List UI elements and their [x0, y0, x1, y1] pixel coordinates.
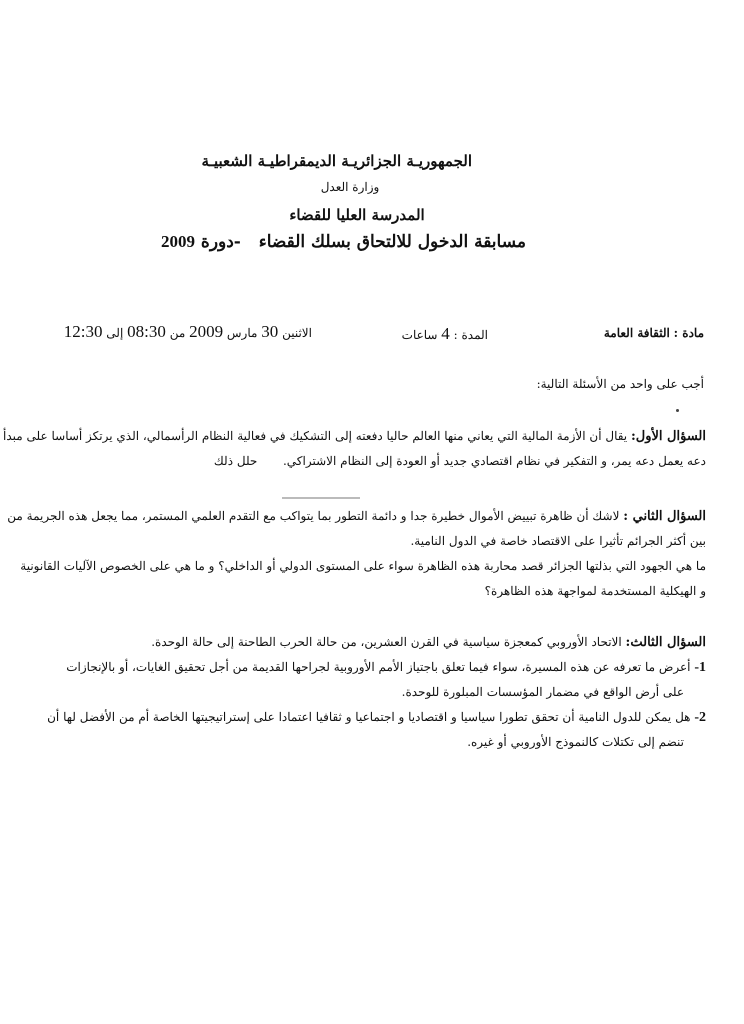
instruction: أجب على واحد من الأسئلة التالية: [536, 377, 704, 391]
school-heading: المدرسة العليا للقضاء [289, 206, 425, 224]
question-3-item-1 [36, 655, 706, 680]
question-1 [3, 424, 706, 474]
question-2-text-3: ما هي الجهود التي بذلتها الجزائر قصد محاربة هذه الظاهرة سواء على المستوى الدولي أو الداخلي؟ و ما هي على الخصوص الآليات القانونية [20, 559, 706, 573]
session-label: -دورة [200, 232, 241, 252]
question-3-item-2-text-2: تنضم إلى تكتلات كالنموذج الأوروبي أو غيره. [467, 735, 684, 749]
session-year: 2009 [160, 232, 195, 251]
question-1-line-1 [3, 424, 706, 449]
question-3-item-1-text-2: على أرض الواقع في مضمار المؤسسات المبلورة للوحدة. [401, 685, 684, 699]
scan-speck [676, 409, 679, 412]
question-3-item-1-text-1: أعرض ما تعرفه عن هذه المسيرة، سواء فيما تعلق باجتياز الأمم الأوروبية لجراحها القديمة من أجل تحقيق الغايات، أو بالإنجازات [66, 660, 691, 674]
question-2-line-1 [7, 504, 706, 529]
question-3-item-2 [36, 705, 706, 730]
duration-label: المدة : [453, 328, 488, 342]
question-1-text-1: يقال أن الأزمة المالية التي يعاني منها العالم حاليا دفعته إلى التشكيك في فعالية النظام الرأسمالي، الذي يرتكز أساسا على مبدأ [3, 429, 628, 443]
date-row [63, 322, 312, 342]
question-2-text-1: لاشك أن ظاهرة تبييض الأموال خطيرة جدا و دائمة التطور بما يتواكب مع التقدم العلمي المستمر، مما يجعل هذه الجريمة من [7, 509, 620, 523]
from-word: من [169, 326, 186, 340]
scan-smudge [282, 497, 360, 499]
question-3-item-2-num: 2- [694, 710, 706, 725]
question-2-text-4: و الهيكلية المستخدمة لمواجهة هذه الظاهرة؟ [484, 584, 706, 598]
date-daynum: 30 [261, 322, 279, 341]
time-from: 08:30 [127, 322, 166, 341]
duration-row [368, 324, 488, 344]
question-3-intro-line [36, 630, 706, 655]
ministry-heading: وزارة العدل [320, 180, 380, 194]
question-1-text-2: دعه يعمل دعه يمر، و التفكير في نظام اقتصادي جديد أو العودة إلى النظام الاشتراكي. [282, 454, 706, 468]
to-word: إلى [106, 326, 124, 340]
subject-label: مادة : [673, 326, 704, 340]
republic-heading: الجمهوريـة الجزائريـة الديمقراطيـة الشعبيـة [201, 152, 472, 170]
question-1-task: حلل ذلك [213, 454, 258, 468]
question-1-label: السؤال الأول: [630, 429, 706, 444]
question-2 [7, 504, 706, 604]
duration-value: 4 [441, 324, 450, 343]
question-3-label: السؤال الثالث: [625, 635, 706, 650]
time-to: 12:30 [63, 322, 103, 341]
question-2-text-2: بين أكثر الجرائم تأثيرا على الاقتصاد خاصة في الدول النامية. [410, 534, 706, 548]
question-3-item-2-text-1: هل يمكن للدول النامية أن تحقق تطورا سياسيا و اقتصاديا و اجتماعيا و ثقافيا اعتمادا على إستراتيجيتها الخاصة أم من الأفضل لها أن [47, 710, 691, 724]
question-3-item-1-num: 1- [694, 660, 706, 675]
date-day: الاثنين [282, 326, 312, 340]
contest-title-text: مسابقة الدخول للالتحاق بسلك القضاء [258, 232, 526, 252]
duration-unit: ساعات [401, 328, 438, 342]
date-year: 2009 [189, 322, 224, 341]
question-1-line-2 [36, 449, 706, 474]
date-month: مارس [226, 326, 258, 340]
subject-row [572, 326, 704, 340]
question-3-intro: الاتحاد الأوروبي كمعجزة سياسية في القرن العشرين، من حالة الحرب الطاحنة إلى حالة الوحدة. [151, 635, 622, 649]
question-3 [36, 630, 706, 755]
question-2-label: السؤال الثاني : [623, 509, 706, 524]
subject-value: الثقافة العامة [603, 326, 670, 340]
contest-title [160, 232, 526, 252]
